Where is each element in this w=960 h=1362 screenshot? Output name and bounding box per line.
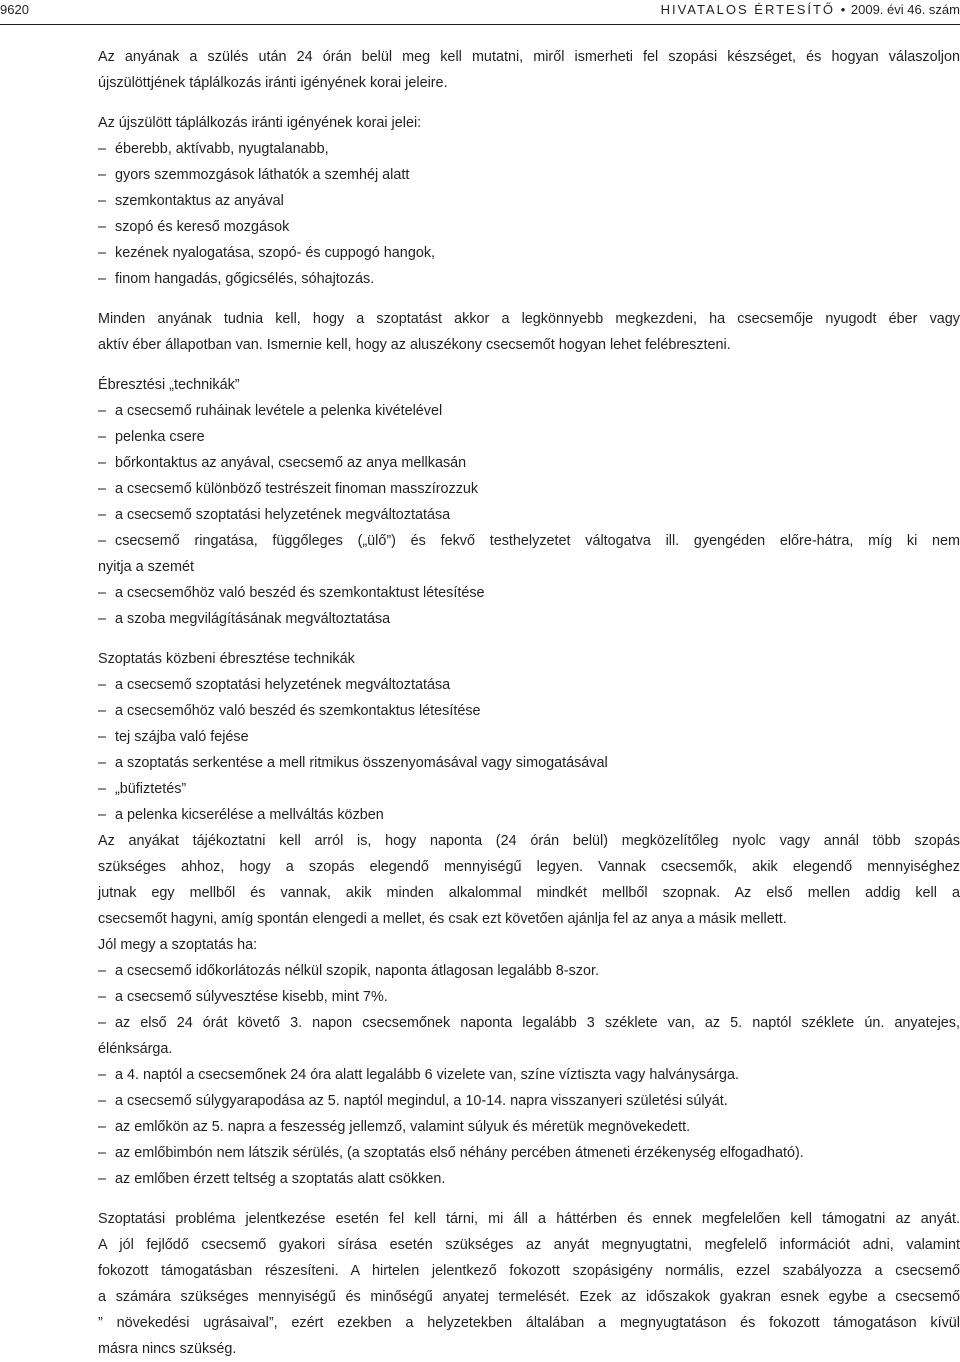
list-item: – a csecsemő különböző testrészeit finoman masszírozzuk — [98, 476, 960, 502]
list-item-continuation: élénksárga. — [98, 1041, 173, 1057]
awake-state-paragraph — [98, 306, 960, 358]
list-item: – a csecsemő szoptatási helyzetének megváltoztatása — [98, 672, 960, 698]
section-heading: Ébresztési „technikák” — [98, 377, 240, 393]
text-line: újszülöttjének táplálkozás iránti igényének korai jeleire. — [98, 75, 448, 91]
good-feeding-section — [98, 932, 960, 1192]
feeding-info-paragraph — [98, 828, 960, 932]
section-heading: Az újszülött táplálkozás iránti igényének korai jelei: — [98, 115, 422, 131]
running-header — [0, 0, 960, 22]
text-line: ” növekedési ugrásaival”, ezért ezekben a helyzetekben általában a megnyugtatáson és fokozott támogatáson kívül — [98, 1315, 960, 1331]
text-line: Az anyának a szülés után 24 órán belül meg kell mutatni, miről ismerheti fel szopási készséget, és hogyan válaszoljon — [98, 49, 960, 65]
list-item: – a szoba megvilágításának megváltoztatása — [98, 606, 960, 632]
page-number: 9620 — [0, 2, 29, 17]
list-item: – a szoptatás serkentése a mell ritmikus összenyomásával vagy simogatásával — [98, 750, 960, 776]
text-line: szükséges ahhoz, hogy a szopás elegendő mennyiségű legyen. Vannak csecsemők, akik elegendő mennyiséghez — [98, 859, 960, 875]
list-item: – pelenka csere — [98, 424, 960, 450]
text-line: aktív éber állapotban van. Ismernie kell, hogy az aluszékony csecsemőt hogyan lehet felébreszteni. — [98, 337, 731, 353]
issue-number: 2009. évi 46. szám — [850, 2, 960, 17]
list-item: – az emlőbimbón nem látszik sérülés, (a szoptatás első néhány percében átmeneti érzékenység elfogadható). — [98, 1140, 960, 1166]
list-item: – szopó és kereső mozgások — [98, 214, 960, 240]
problems-paragraph — [98, 1206, 960, 1362]
list-item: – a pelenka kicserélése a mellváltás közben — [98, 802, 960, 828]
list-item-continuation: nyitja a szemét — [98, 559, 194, 575]
list-item: – a csecsemő szoptatási helyzetének megváltoztatása — [98, 502, 960, 528]
section-heading: Jól megy a szoptatás ha: — [98, 937, 258, 953]
list-item: – csecsemő ringatása, függőleges („ülő”) és fekvő testhelyzetet váltogatva ill. gyengéden előre-hátra, míg ki nem — [98, 528, 960, 554]
text-line: jutnak egy mellből és vannak, akik minden alkalommal mindkét mellből szopnak. Az első mellen addig kell a — [98, 885, 960, 901]
intro-paragraph — [98, 44, 960, 96]
list-item: – a csecsemő ruháinak levétele a pelenka kivételével — [98, 398, 960, 424]
list-item: – finom hangadás, gőgicsélés, sóhajtozás. — [98, 266, 960, 292]
text-line: csecsemőt hagyni, amíg spontán elengedi a mellet, és csak ezt követően ajánlja fel az anya a másik mellett. — [98, 911, 787, 927]
text-line: Szoptatási probléma jelentkezése esetén fel kell tárni, mi áll a háttérben és ennek megfelelően kell támogatni az anyát. — [98, 1211, 960, 1227]
section-heading: Szoptatás közbeni ébresztése technikák — [98, 651, 355, 667]
header-rule — [0, 24, 960, 25]
text-line: fokozott támogatásban részesíteni. A hirtelen jelentkező fokozott szopásigény normális, ezzel szabályozza a csecsemő — [98, 1263, 960, 1279]
list-item: – az emlőkön az 5. napra a feszesség jellemző, valamint súlyuk és méretük megnövekedett. — [98, 1114, 960, 1140]
list-item: – a csecsemő időkorlátozás nélkül szopik, naponta átlagosan legalább 8-szor. — [98, 958, 960, 984]
list-item: – a csecsemő súlygyarapodása az 5. naptól megindul, a 10-14. napra visszanyeri születési súlyát. — [98, 1088, 960, 1114]
text-line: A jól fejlődő csecsemő gyakori sírása esetén szükséges az anyát megnyugtatni, megfelelő információt adni, valamint — [98, 1237, 960, 1253]
text-line: Minden anyának tudnia kell, hogy a szoptatást akkor a legkönnyebb megkezdeni, ha csecsemője nyugodt éber vagy — [98, 311, 960, 327]
list-item: – gyors szemmozgások láthatók a szemhéj alatt — [98, 162, 960, 188]
list-item: – bőrkontaktus az anyával, csecsemő az anya mellkasán — [98, 450, 960, 476]
list-item: – az első 24 órát követő 3. napon csecsemőnek naponta legalább 3 széklete van, az 5. naptól széklete ún. anyatejes, — [98, 1010, 960, 1036]
list-item: – a 4. naptól a csecsemőnek 24 óra alatt legalább 6 vizelete van, színe víztiszta vagy halványsárga. — [98, 1062, 960, 1088]
text-line: a számára szükséges mennyiségű és minőségű anyatej termelését. Ezek az időszakok gyakran esnek egybe a csecsemő — [98, 1289, 960, 1305]
text-line: másra nincs szükség. — [98, 1341, 237, 1357]
header-bullet: • — [840, 2, 846, 17]
journal-issue-info — [661, 2, 960, 17]
during-feeding-section — [98, 646, 960, 828]
document-body — [98, 44, 960, 1362]
list-item: – tej szájba való fejése — [98, 724, 960, 750]
text-line: Az anyákat tájékoztatni kell arról is, hogy naponta (24 órán belül) megközelítőleg nyolc vagy annál több szopás — [98, 833, 960, 849]
list-item: – a csecsemő súlyvesztése kisebb, mint 7%. — [98, 984, 960, 1010]
list-item: – szemkontaktus az anyával — [98, 188, 960, 214]
list-item: – az emlőben érzett teltség a szoptatás alatt csökken. — [98, 1166, 960, 1192]
journal-title: HIVATALOS ÉRTESÍTŐ — [660, 2, 836, 17]
early-signs-section — [98, 110, 960, 292]
list-item: – a csecsemőhöz való beszéd és szemkontaktust létesítése — [98, 580, 960, 606]
list-item: – „büfiztetés” — [98, 776, 960, 802]
waking-techniques-section — [98, 372, 960, 632]
list-item: – a csecsemőhöz való beszéd és szemkontaktus létesítése — [98, 698, 960, 724]
list-item: – éberebb, aktívabb, nyugtalanabb, — [98, 136, 960, 162]
list-item: – kezének nyalogatása, szopó- és cuppogó hangok, — [98, 240, 960, 266]
